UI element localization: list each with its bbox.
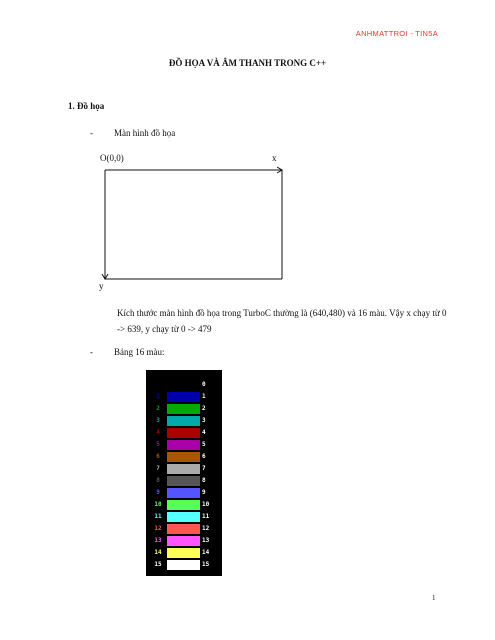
palette-row: [146, 475, 222, 486]
bullet-item: [90, 128, 175, 138]
palette-index-right: 0: [202, 381, 206, 388]
palette-index-right: 8: [202, 477, 206, 484]
palette-row: [146, 463, 222, 474]
palette-swatch: [167, 392, 200, 402]
palette-index-left: 3: [156, 417, 160, 424]
palette-index-left: 4: [156, 429, 160, 436]
palette-row: [146, 523, 222, 534]
resolution-paragraph: Kích thước màn hình đồ họa trong TurboC thường là (640,480) và 16 màu. Vậy x chạy từ 0 -> 639, y chạy từ 0 -> 479: [117, 308, 447, 334]
document-title: ĐỒ HỌA VÀ ÂM THANH TRONG C++: [168, 58, 327, 68]
palette-index-left: 10: [154, 501, 162, 508]
palette-swatch: [167, 488, 200, 498]
palette-swatch: [167, 404, 200, 414]
palette-row: [146, 427, 222, 438]
palette-index-right: 14: [202, 549, 210, 556]
palette-row: [146, 559, 222, 570]
bullet-text: Bảng 16 màu:: [114, 347, 165, 357]
section-heading: 1. Đồ họa: [68, 101, 105, 111]
palette-swatch: [167, 380, 200, 390]
palette-swatch: [167, 536, 200, 546]
palette-swatch: [167, 560, 200, 570]
palette-index-left: 5: [156, 441, 160, 448]
palette-index-left: 8: [156, 477, 160, 484]
palette-index-left: 14: [154, 549, 162, 556]
palette-row: [146, 487, 222, 498]
palette-index-left: 2: [156, 405, 160, 412]
palette-swatch: [167, 440, 200, 450]
palette-row: [146, 391, 222, 402]
palette-row: [146, 439, 222, 450]
page-number: 1: [432, 594, 436, 602]
palette-index-left: 13: [154, 537, 162, 544]
palette-index-right: 15: [202, 561, 210, 568]
screen-coordinate-diagram: [98, 163, 288, 283]
palette-index-right: 5: [202, 441, 206, 448]
palette-swatch: [167, 500, 200, 510]
header-author: ANHMATTROI - TIN5A: [355, 29, 438, 38]
palette-index-left: 1: [156, 393, 160, 400]
palette-index-left: 12: [154, 525, 162, 532]
palette-swatch: [167, 548, 200, 558]
palette-swatch: [167, 452, 200, 462]
palette-index-left: 11: [154, 513, 162, 520]
palette-index-right: 11: [202, 513, 210, 520]
palette-index-right: 4: [202, 429, 206, 436]
palette-swatch: [167, 464, 200, 474]
palette-index-right: 12: [202, 525, 210, 532]
palette-index-right: 10: [202, 501, 210, 508]
x-axis-label: x: [272, 153, 277, 163]
palette-index-left: 7: [156, 465, 160, 472]
palette-swatch: [167, 476, 200, 486]
palette-swatch: [167, 416, 200, 426]
palette-swatch: [167, 524, 200, 534]
palette-row: [146, 403, 222, 414]
y-axis-label: y: [99, 281, 104, 291]
color-palette-table: [146, 370, 222, 576]
bullet-item: [90, 347, 165, 357]
origin-label: O(0,0): [100, 153, 124, 163]
bullet-dash: -: [90, 347, 93, 357]
palette-index-right: 13: [202, 537, 210, 544]
palette-row: [146, 535, 222, 546]
palette-row: [146, 415, 222, 426]
palette-index-right: 9: [202, 489, 206, 496]
palette-index-right: 6: [202, 453, 206, 460]
palette-row: [146, 499, 222, 510]
palette-row: [146, 379, 222, 390]
palette-index-left: 6: [156, 453, 160, 460]
palette-index-right: 7: [202, 465, 206, 472]
bullet-text: Màn hình đồ họa: [114, 128, 176, 138]
palette-row: [146, 451, 222, 462]
palette-index-left: 15: [154, 561, 162, 568]
palette-index-right: 3: [202, 417, 206, 424]
palette-index-right: 1: [202, 393, 206, 400]
palette-index-right: 2: [202, 405, 206, 412]
palette-swatch: [167, 428, 200, 438]
bullet-dash: -: [90, 128, 93, 138]
palette-row: [146, 547, 222, 558]
palette-index-left: 9: [156, 489, 160, 496]
palette-swatch: [167, 512, 200, 522]
palette-row: [146, 511, 222, 522]
